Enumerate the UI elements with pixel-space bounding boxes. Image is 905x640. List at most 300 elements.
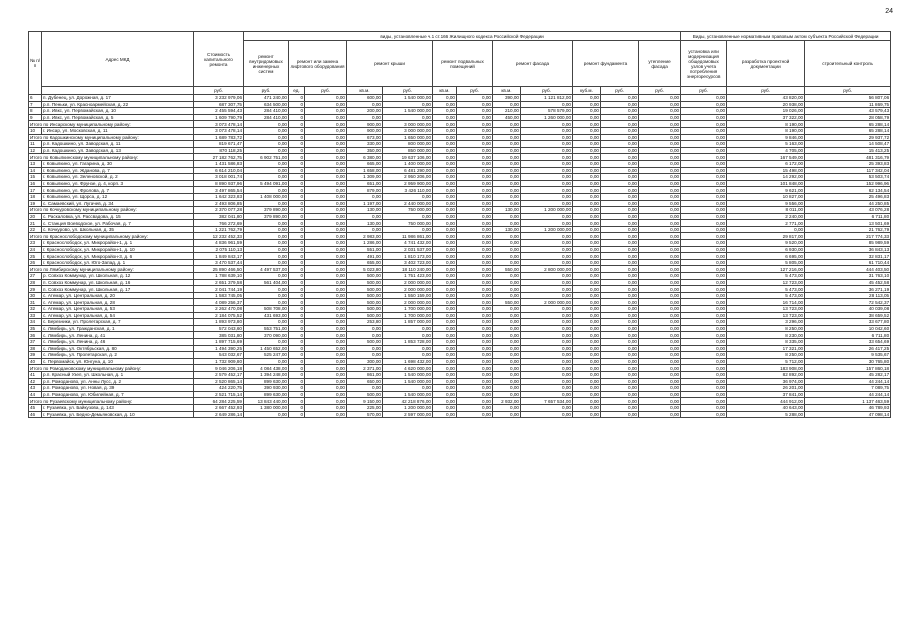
table-cell: 1 200 000,00 bbox=[383, 404, 433, 411]
table-cell: 2 597 000,00 bbox=[383, 411, 433, 418]
table-cell: 0,00 bbox=[573, 385, 601, 392]
table-cell: 0,00 bbox=[457, 325, 493, 332]
table-cell: 0,00 bbox=[347, 352, 383, 359]
table-cell: 0,00 bbox=[601, 319, 639, 326]
table-cell: 0,00 bbox=[493, 246, 521, 253]
table-cell: 0,00 bbox=[433, 187, 457, 194]
table-cell: 39 bbox=[29, 352, 42, 359]
table-cell: 0 bbox=[289, 200, 305, 207]
table-cell: 0,00 bbox=[457, 134, 493, 141]
table-cell: 1 137 463,59 bbox=[805, 398, 891, 405]
table-cell: 0,00 bbox=[639, 174, 681, 181]
table-cell: 25 393,83 bbox=[805, 160, 891, 167]
table-cell: 0,00 bbox=[305, 358, 347, 365]
table-cell: 29 937,72 bbox=[805, 134, 891, 141]
table-cell: 0,00 bbox=[493, 253, 521, 260]
table-cell: 0,00 bbox=[244, 134, 289, 141]
table-cell: 551,00 bbox=[347, 246, 383, 253]
table-cell: 0,00 bbox=[457, 187, 493, 194]
table-cell: 3 073 478,14 bbox=[194, 127, 244, 134]
table-cell: 0,00 bbox=[457, 246, 493, 253]
table-cell: с. Атемар, ул. Центральная, д. 28 bbox=[42, 299, 194, 306]
table-cell: 385 031,80 bbox=[194, 332, 244, 339]
table-cell: 0,00 bbox=[347, 325, 383, 332]
table-cell: 900,00 bbox=[347, 121, 383, 128]
table-cell: 0,00 bbox=[457, 147, 493, 154]
table-cell: 0,00 bbox=[305, 292, 347, 299]
table-cell: 3 402 723,00 bbox=[383, 259, 433, 266]
table-cell: 0,00 bbox=[681, 365, 727, 372]
table-cell: 0,00 bbox=[433, 220, 457, 227]
table-cell: р.п. Пеньки, ул. Красноармейская, д. 22 bbox=[42, 101, 194, 108]
table-cell: 0,00 bbox=[639, 404, 681, 411]
table-cell: 2 800 000,00 bbox=[521, 266, 573, 273]
table-cell: 350,00 bbox=[347, 147, 383, 154]
table-cell: 0,00 bbox=[639, 378, 681, 385]
subtotal-row bbox=[29, 134, 891, 141]
table-cell: 0,00 bbox=[457, 127, 493, 134]
table-cell: 0,00 bbox=[681, 187, 727, 194]
table-cell: 2 493 806,85 bbox=[194, 200, 244, 207]
table-cell: 34 bbox=[29, 319, 42, 326]
table-cell: 1 732 909,80 bbox=[194, 358, 244, 365]
table-header bbox=[29, 32, 891, 95]
table-cell: 0,00 bbox=[305, 233, 347, 240]
table-cell: 6 695,00 bbox=[727, 253, 805, 260]
table-cell: 0,00 bbox=[433, 95, 457, 102]
header-num: № п/п bbox=[29, 32, 42, 95]
table-cell: 0,00 bbox=[601, 385, 639, 392]
table-cell: 0,00 bbox=[601, 345, 639, 352]
table-cell: 0,00 bbox=[639, 134, 681, 141]
table-cell: 0,00 bbox=[639, 127, 681, 134]
table-cell: 37 841,00 bbox=[727, 391, 805, 398]
table-cell: 0,00 bbox=[305, 193, 347, 200]
table-cell: 0,00 bbox=[601, 292, 639, 299]
unit-cell: руб. bbox=[194, 87, 244, 95]
table-cell: 5 712,00 bbox=[727, 358, 805, 365]
table-cell: 1 200 000,00 bbox=[521, 207, 573, 214]
unit-cell: руб. bbox=[305, 87, 347, 95]
table-cell: 5 288,00 bbox=[727, 411, 805, 418]
table-cell: 6 481 290,00 bbox=[383, 167, 433, 174]
table-cell: 1 286,00 bbox=[347, 240, 383, 247]
table-cell: 44 250,85 bbox=[805, 200, 891, 207]
table-cell: 0,00 bbox=[521, 319, 573, 326]
table-cell: 6 380,00 bbox=[347, 154, 383, 161]
table-cell: 2 000 000,00 bbox=[383, 286, 433, 293]
table-cell: 0,00 bbox=[681, 391, 727, 398]
table-cell: 0 bbox=[289, 378, 305, 385]
table-cell: 0 bbox=[289, 108, 305, 115]
table-cell: 0,00 bbox=[573, 193, 601, 200]
table-cell: 0,00 bbox=[305, 134, 347, 141]
table-cell: 0,00 bbox=[457, 220, 493, 227]
table-cell: 1 788 639,10 bbox=[194, 273, 244, 280]
table-cell: 0 bbox=[289, 127, 305, 134]
table-cell: 0,00 bbox=[681, 259, 727, 266]
table-cell: 0,00 bbox=[521, 154, 573, 161]
table-cell: 0,00 bbox=[305, 371, 347, 378]
table-cell: с. Атемар, ул. Центральная, д. 53 bbox=[42, 306, 194, 313]
table-cell: 0,00 bbox=[305, 391, 347, 398]
table-cell: 0,00 bbox=[433, 404, 457, 411]
table-cell: 0,00 bbox=[573, 207, 601, 214]
table-cell: 0,00 bbox=[244, 121, 289, 128]
table-cell: 0,00 bbox=[601, 187, 639, 194]
table-cell: 5 023,80 bbox=[347, 266, 383, 273]
table-cell: 0,00 bbox=[433, 127, 457, 134]
table-cell: 167 549,00 bbox=[727, 154, 805, 161]
table-cell: 37 bbox=[29, 338, 42, 345]
table-cell: 899 630,00 bbox=[244, 378, 289, 385]
table-cell: 0,00 bbox=[305, 101, 347, 108]
table-cell: 0,00 bbox=[457, 213, 493, 220]
table-cell: 0 bbox=[289, 240, 305, 247]
table-cell: 28 bbox=[29, 279, 42, 286]
table-cell: р.п. Красный Узел, ул. Школьная, д. 1 bbox=[42, 371, 194, 378]
table-cell: 0,00 bbox=[493, 286, 521, 293]
table-cell: 0,00 bbox=[433, 352, 457, 359]
table-cell: 0,00 bbox=[521, 273, 573, 280]
table-cell: 26 201,00 bbox=[727, 385, 805, 392]
table-cell: 0 bbox=[289, 306, 305, 313]
table-cell: 0,00 bbox=[383, 385, 433, 392]
table-cell: 1 658,00 bbox=[347, 167, 383, 174]
table-cell: 14 508,47 bbox=[805, 141, 891, 148]
table-cell: 766 272,69 bbox=[194, 220, 244, 227]
table-cell: 0,00 bbox=[639, 160, 681, 167]
table-cell: 0,00 bbox=[433, 266, 457, 273]
header-group-regional: Виды, установленные нормативным правовым актом субъекта Российской Федерации bbox=[681, 32, 891, 41]
table-cell: 651,00 bbox=[347, 180, 383, 187]
unit-cell: ед. bbox=[289, 87, 305, 95]
table-cell: 0,00 bbox=[573, 391, 601, 398]
table-cell: 46 789,93 bbox=[805, 404, 891, 411]
table-cell: 4 497 537,00 bbox=[244, 266, 289, 273]
table-cell: г. Краснослободск, ул. Микрорайон-3, д. 6 bbox=[42, 253, 194, 260]
table-cell: 2 959 900,00 bbox=[383, 180, 433, 187]
table-cell: 0,00 bbox=[681, 213, 727, 220]
table-cell: 1 380 000,00 bbox=[244, 404, 289, 411]
table-cell: 32 bbox=[29, 306, 42, 313]
unit-cell: руб. bbox=[681, 87, 727, 95]
table-cell: 0,00 bbox=[601, 266, 639, 273]
table-cell: 0,00 bbox=[681, 147, 727, 154]
table-cell: 0,00 bbox=[305, 154, 347, 161]
table-cell: 101 848,00 bbox=[727, 180, 805, 187]
table-row bbox=[29, 332, 891, 339]
table-cell: 0,00 bbox=[601, 233, 639, 240]
table-cell: 29 bbox=[29, 286, 42, 293]
table-cell: 0,00 bbox=[244, 411, 289, 418]
table-cell: 0,00 bbox=[457, 240, 493, 247]
table-cell: 0 bbox=[289, 134, 305, 141]
table-cell: 379 890,00 bbox=[244, 213, 289, 220]
table-cell: 13 843 440,00 bbox=[244, 398, 289, 405]
table-cell: 0,00 bbox=[639, 292, 681, 299]
table-cell: 14 292,00 bbox=[727, 174, 805, 181]
table-cell: 130,00 bbox=[493, 207, 521, 214]
table-row bbox=[29, 299, 891, 306]
table-cell: 9 556,00 bbox=[727, 200, 805, 207]
table-cell: 0 bbox=[289, 352, 305, 359]
table-cell: 600,00 bbox=[347, 95, 383, 102]
table-cell: г. Инсар, ул. Московская, д. 11 bbox=[42, 127, 194, 134]
table-cell: р.п. Ромоданово, ул. Анны Лусс, д. 2 bbox=[42, 378, 194, 385]
table-cell: 0,00 bbox=[681, 266, 727, 273]
table-cell: 0,00 bbox=[521, 345, 573, 352]
table-cell: 0,00 bbox=[521, 246, 573, 253]
table-cell: 0,00 bbox=[457, 193, 493, 200]
table-cell: 0,00 bbox=[727, 226, 805, 233]
table-cell: 19 bbox=[29, 200, 42, 207]
table-cell: г. Ковылкино, ул. Жданова, д. 7 bbox=[42, 167, 194, 174]
table-cell: 0,00 bbox=[433, 226, 457, 233]
table-cell: 6 614 210,04 bbox=[194, 167, 244, 174]
table-cell: 0,00 bbox=[681, 371, 727, 378]
table-cell: 6 bbox=[29, 95, 42, 102]
table-cell: 0,00 bbox=[457, 95, 493, 102]
table-cell: 0 bbox=[289, 193, 305, 200]
table-cell: 0,00 bbox=[681, 299, 727, 306]
table-cell: 0,00 bbox=[639, 306, 681, 313]
table-cell: 31 763,10 bbox=[805, 273, 891, 280]
table-cell: 0 bbox=[289, 279, 305, 286]
table-cell: 0,00 bbox=[433, 121, 457, 128]
table-cell: 0 bbox=[289, 266, 305, 273]
table-cell: 3 296,00 bbox=[727, 319, 805, 326]
table-cell: 0,00 bbox=[681, 378, 727, 385]
table-cell: 0,00 bbox=[347, 332, 383, 339]
table-cell: 0,00 bbox=[347, 345, 383, 352]
table-cell: 687 307,75 bbox=[194, 101, 244, 108]
table-cell: 0,00 bbox=[573, 352, 601, 359]
table-cell: 500,00 bbox=[347, 312, 383, 319]
table-cell: 0,00 bbox=[573, 266, 601, 273]
table-cell: 53 503,74 bbox=[805, 174, 891, 181]
table-cell: г. Краснослободск, ул. Юго-Запад, д. 1 bbox=[42, 259, 194, 266]
table-cell: 56 807,06 bbox=[805, 95, 891, 102]
table-cell: 0,00 bbox=[601, 141, 639, 148]
table-cell: 0,00 bbox=[244, 299, 289, 306]
table-cell: 819 671,47 bbox=[194, 141, 244, 148]
unit-cell: кв.м. bbox=[347, 87, 383, 95]
table-cell: 130,00 bbox=[493, 226, 521, 233]
table-cell: 0,00 bbox=[457, 345, 493, 352]
table-cell: 0,00 bbox=[639, 95, 681, 102]
table-cell: 0,00 bbox=[493, 160, 521, 167]
table-row bbox=[29, 213, 891, 220]
table-cell: 0 bbox=[289, 332, 305, 339]
table-cell: 650,00 bbox=[347, 378, 383, 385]
table-cell: 82 892,00 bbox=[727, 371, 805, 378]
table-cell: 0 bbox=[289, 114, 305, 121]
table-cell: 1 698 432,00 bbox=[383, 358, 433, 365]
table-cell: 0,00 bbox=[639, 279, 681, 286]
table-cell: 1 853 728,00 bbox=[383, 338, 433, 345]
table-cell: 4 089 256,37 bbox=[194, 299, 244, 306]
table-cell: 0,00 bbox=[681, 404, 727, 411]
table-cell: 2 370 077,28 bbox=[194, 207, 244, 214]
unit-cell: руб. bbox=[521, 87, 573, 95]
table-cell: 0,00 bbox=[383, 332, 433, 339]
table-cell: 0 bbox=[289, 299, 305, 306]
table-cell: 36 bbox=[29, 332, 42, 339]
table-cell: 0,00 bbox=[521, 279, 573, 286]
table-cell: 0,00 bbox=[383, 345, 433, 352]
table-cell: 0,00 bbox=[457, 207, 493, 214]
table-cell: 0,00 bbox=[681, 95, 727, 102]
table-cell: 0,00 bbox=[573, 134, 601, 141]
table-cell: 0,00 bbox=[601, 352, 639, 359]
table-cell: 0,00 bbox=[244, 319, 289, 326]
table-cell: 0,00 bbox=[383, 193, 433, 200]
table-cell: 20 bbox=[29, 213, 42, 220]
table-cell: с. Лямбирь, ул. Гражданская, д. 1 bbox=[42, 325, 194, 332]
table-cell: 0,00 bbox=[493, 147, 521, 154]
table-cell: р. Совхоз Коммунар, ул. Школьная, д. 12 bbox=[42, 273, 194, 280]
unit-cell bbox=[42, 87, 194, 95]
table-cell: 8 250,00 bbox=[727, 352, 805, 359]
table-cell: 31 bbox=[29, 299, 42, 306]
table-cell: 0,00 bbox=[244, 240, 289, 247]
table-cell: 578 579,00 bbox=[521, 108, 573, 115]
table-cell: 4 836 961,59 bbox=[194, 240, 244, 247]
table-cell: 0,00 bbox=[493, 154, 521, 161]
table-cell: 0,00 bbox=[681, 411, 727, 418]
table-cell: 0,00 bbox=[521, 233, 573, 240]
table-cell: 17 321,00 bbox=[727, 345, 805, 352]
table-cell: 33 bbox=[29, 312, 42, 319]
table-cell: 8 190,00 bbox=[727, 127, 805, 134]
table-cell: 0 bbox=[289, 411, 305, 418]
table-cell: 28 058,79 bbox=[805, 114, 891, 121]
table-row bbox=[29, 306, 891, 313]
table-cell: 0 bbox=[289, 398, 305, 405]
table-cell: 152 996,96 bbox=[805, 180, 891, 187]
table-cell: 0 bbox=[289, 220, 305, 227]
table-cell: 655,00 bbox=[347, 259, 383, 266]
table-cell: 0,00 bbox=[681, 226, 727, 233]
table-cell: 0,00 bbox=[433, 338, 457, 345]
table-cell: 0,00 bbox=[244, 147, 289, 154]
table-cell: 0,00 bbox=[305, 352, 347, 359]
table-cell: 0,00 bbox=[521, 338, 573, 345]
table-cell: 0 bbox=[289, 325, 305, 332]
table-cell: г. Краснослободск, ул. Микрорайон-1, д. 1 bbox=[42, 240, 194, 247]
table-cell: 65 288,14 bbox=[805, 121, 891, 128]
table-cell: г. Ковылкино, ул. Фрунзе, д. 4, корп. 3 bbox=[42, 180, 194, 187]
table-cell: 65 288,14 bbox=[805, 127, 891, 134]
table-cell: 32 831,17 bbox=[805, 253, 891, 260]
table-cell: 0,00 bbox=[457, 279, 493, 286]
table-cell: 500,00 bbox=[347, 273, 383, 280]
table-cell: 0,00 bbox=[305, 338, 347, 345]
table-row bbox=[29, 338, 891, 345]
table-cell: 0,00 bbox=[521, 411, 573, 418]
table-cell: 0 bbox=[289, 207, 305, 214]
table-cell: 0,00 bbox=[457, 180, 493, 187]
table-cell: 0 bbox=[289, 385, 305, 392]
table-cell: 40 bbox=[29, 358, 42, 365]
table-cell: 0,00 bbox=[573, 411, 601, 418]
table-cell: Итого по Кадошкинскому муниципальному району: bbox=[29, 134, 194, 141]
table-row bbox=[29, 95, 891, 102]
table-cell: 38 659,52 bbox=[805, 312, 891, 319]
table-cell: 0,00 bbox=[521, 253, 573, 260]
table-cell: 0,00 bbox=[639, 213, 681, 220]
table-cell: 1 221 762,79 bbox=[194, 226, 244, 233]
table-cell: 0,00 bbox=[305, 398, 347, 405]
table-cell: 0,00 bbox=[493, 371, 521, 378]
table-row bbox=[29, 345, 891, 352]
table-cell: 9 846,00 bbox=[727, 134, 805, 141]
table-cell: 0,00 bbox=[305, 108, 347, 115]
table-cell: Итого по Рузаевскому муниципальному району: bbox=[29, 398, 194, 405]
table-cell: 26 417,25 bbox=[805, 345, 891, 352]
table-cell: 0,00 bbox=[244, 187, 289, 194]
table-cell: 444 403,50 bbox=[805, 266, 891, 273]
table-row bbox=[29, 167, 891, 174]
table-cell: 1 260 000,00 bbox=[521, 114, 573, 121]
table-cell: 0,00 bbox=[601, 226, 639, 233]
table-cell: 0,00 bbox=[573, 253, 601, 260]
table-cell: 0,00 bbox=[493, 240, 521, 247]
table-cell: 0,00 bbox=[573, 259, 601, 266]
table-cell: 8 890 937,96 bbox=[194, 180, 244, 187]
table-cell: 0,00 bbox=[244, 358, 289, 365]
table-cell: 2 520 865,14 bbox=[194, 378, 244, 385]
table-cell: 1 897 715,69 bbox=[194, 338, 244, 345]
table-cell: 0,00 bbox=[493, 338, 521, 345]
table-cell: 0,00 bbox=[601, 358, 639, 365]
table-cell: 0,00 bbox=[681, 345, 727, 352]
table-cell: 0,00 bbox=[639, 226, 681, 233]
table-cell: 444 912,00 bbox=[727, 398, 805, 405]
table-cell: 0,00 bbox=[681, 352, 727, 359]
table-cell: 0,00 bbox=[457, 312, 493, 319]
table-cell: 0,00 bbox=[493, 134, 521, 141]
table-cell: 0,00 bbox=[244, 292, 289, 299]
subtotal-row bbox=[29, 266, 891, 273]
table-cell: 382 041,80 bbox=[194, 213, 244, 220]
table-cell: 0,00 bbox=[639, 332, 681, 339]
table-cell: 0,00 bbox=[639, 371, 681, 378]
table-cell: 0,00 bbox=[244, 127, 289, 134]
table-cell: 12 232 452,33 bbox=[194, 233, 244, 240]
table-cell: 0,00 bbox=[305, 299, 347, 306]
table-cell: 0,00 bbox=[457, 259, 493, 266]
table-cell: 0,00 bbox=[639, 187, 681, 194]
table-cell: 0,00 bbox=[681, 207, 727, 214]
header-col-systems: ремонт внутридомовых инженерных систем bbox=[244, 41, 289, 87]
table-cell: 40 643,00 bbox=[727, 404, 805, 411]
table-cell: 0,00 bbox=[433, 358, 457, 365]
table-row bbox=[29, 160, 891, 167]
table-row bbox=[29, 193, 891, 200]
table-cell: 13 723,00 bbox=[727, 312, 805, 319]
table-cell: 543 032,67 bbox=[194, 352, 244, 359]
table-cell: 9 520,00 bbox=[727, 240, 805, 247]
table-row bbox=[29, 312, 891, 319]
table-cell: 11 bbox=[29, 141, 42, 148]
table-cell: 0,00 bbox=[601, 213, 639, 220]
table-cell: р.п. Ивкс, ул. Первомайская, д. 10 bbox=[42, 108, 194, 115]
table-cell: 0,00 bbox=[305, 259, 347, 266]
table-cell: 0,00 bbox=[457, 141, 493, 148]
table-cell: 0,00 bbox=[601, 411, 639, 418]
